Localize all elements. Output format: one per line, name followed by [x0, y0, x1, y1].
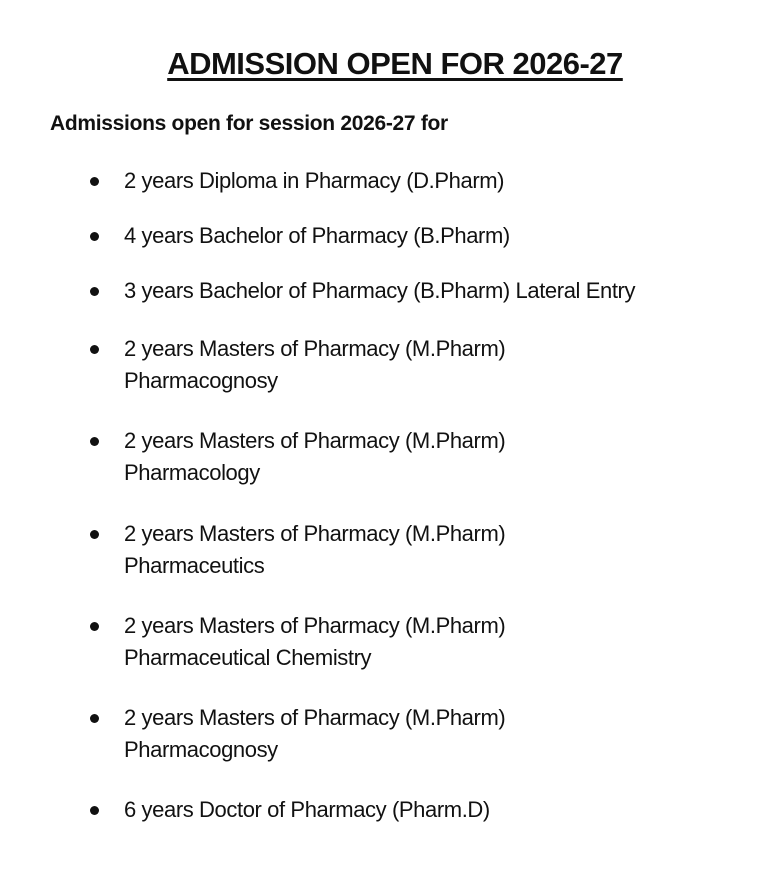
course-specialization: Pharmacology	[124, 460, 260, 485]
course-title: 2 years Masters of Pharmacy (M.Pharm)	[124, 705, 506, 730]
bullet-icon	[90, 287, 99, 296]
course-item	[124, 220, 754, 252]
course-item	[124, 518, 754, 582]
course-title: 2 years Diploma in Pharmacy (D.Pharm)	[124, 168, 505, 193]
course-title: 2 years Masters of Pharmacy (M.Pharm)	[124, 521, 506, 546]
course-title: 2 years Masters of Pharmacy (M.Pharm)	[124, 428, 506, 453]
course-item	[124, 425, 754, 489]
course-item	[124, 702, 754, 766]
course-title: 6 years Doctor of Pharmacy (Pharm.D)	[124, 797, 490, 822]
course-specialization: Pharmacognosy	[124, 368, 278, 393]
bullet-icon	[90, 232, 99, 241]
course-item	[124, 165, 754, 197]
bullet-icon	[90, 177, 99, 186]
course-item	[124, 610, 754, 674]
course-item	[124, 275, 754, 307]
course-specialization: Pharmaceutics	[124, 553, 265, 578]
course-item	[124, 794, 754, 826]
bullet-icon	[90, 530, 99, 539]
course-specialization: Pharmaceutical Chemistry	[124, 645, 372, 670]
bullet-icon	[90, 806, 99, 815]
bullet-icon	[90, 622, 99, 631]
course-title: 2 years Masters of Pharmacy (M.Pharm)	[124, 336, 506, 361]
course-specialization: Pharmacognosy	[124, 737, 278, 762]
bullet-icon	[90, 345, 99, 354]
course-title: 3 years Bachelor of Pharmacy (B.Pharm) Lateral Entry	[124, 278, 636, 303]
course-item	[124, 333, 754, 397]
page-title: ADMISSION OPEN FOR 2026-27	[167, 46, 623, 81]
course-title: 2 years Masters of Pharmacy (M.Pharm)	[124, 613, 506, 638]
intro-text: Admissions open for session 2026-27 for	[50, 112, 448, 135]
bullet-icon	[90, 714, 99, 723]
bullet-icon	[90, 437, 99, 446]
course-title: 4 years Bachelor of Pharmacy (B.Pharm)	[124, 223, 510, 248]
